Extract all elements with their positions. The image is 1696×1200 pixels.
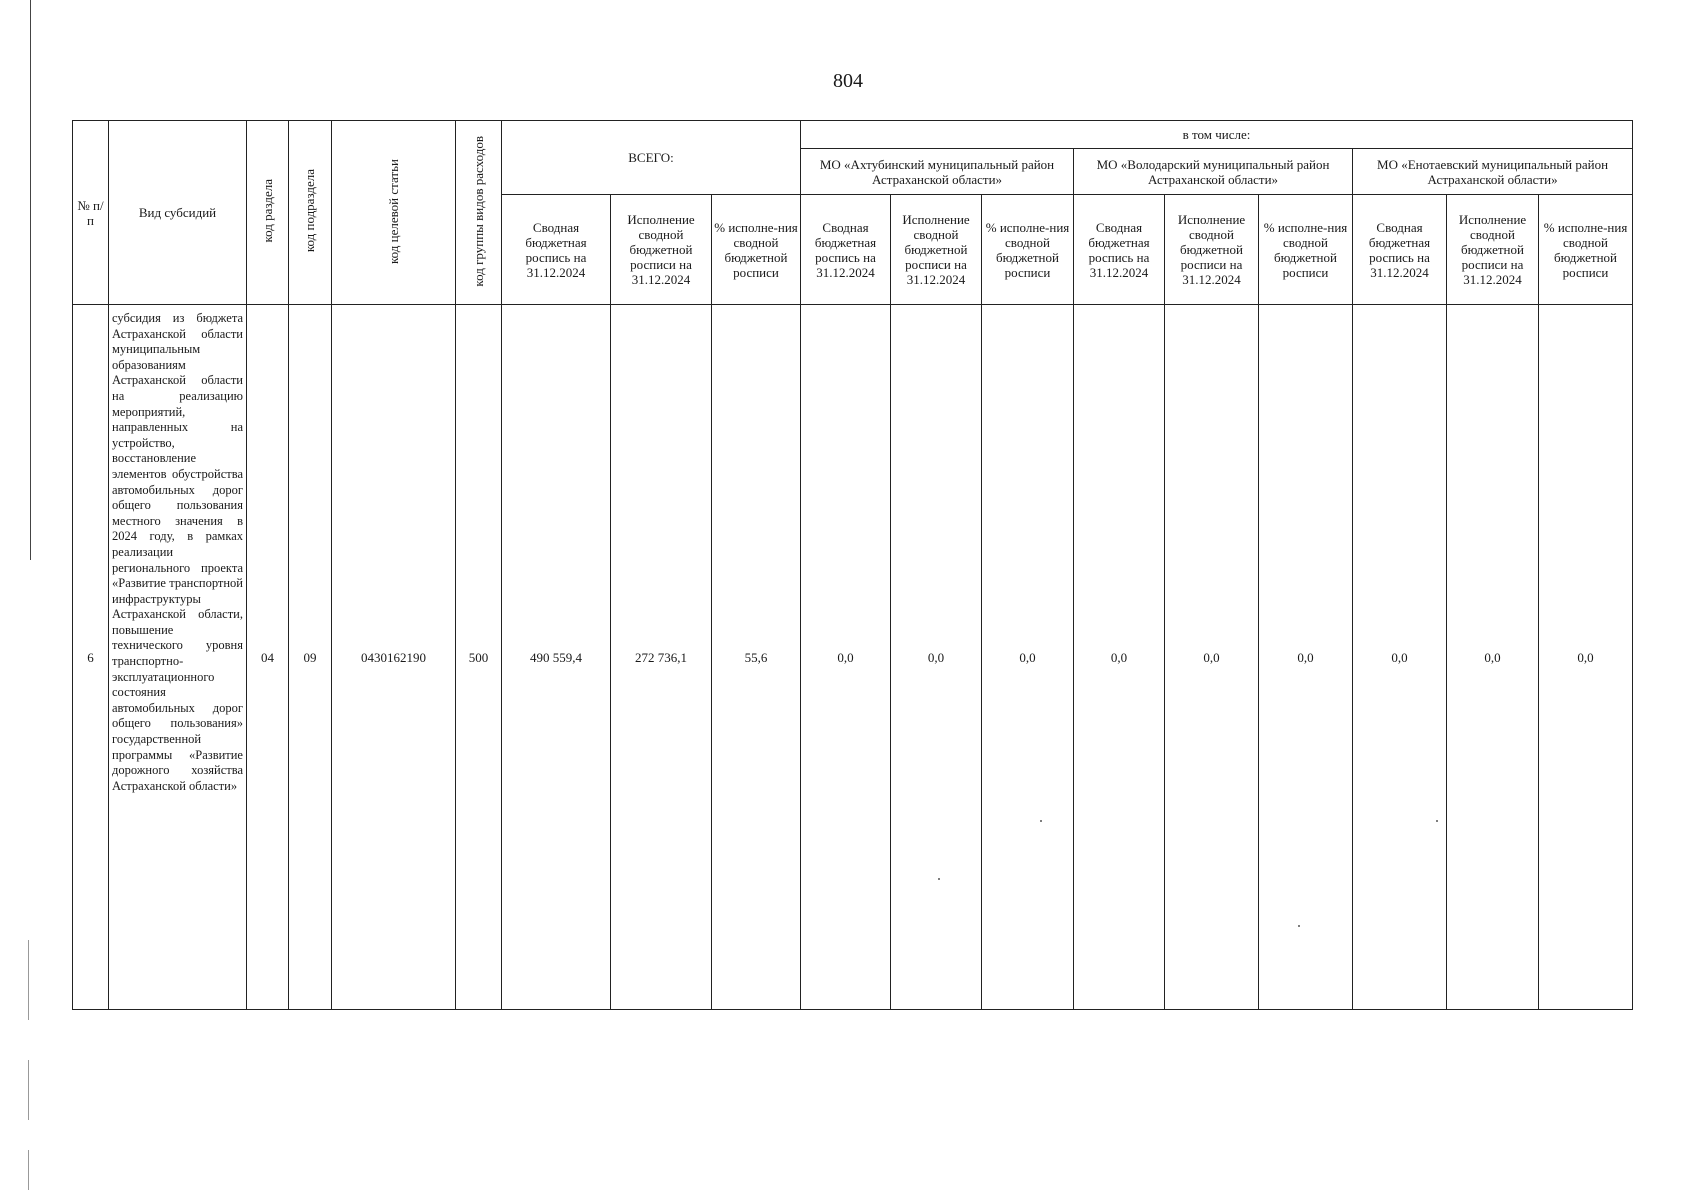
header-executed: Исполнение сводной бюджетной росписи на 31.12.2024 — [1447, 195, 1539, 305]
cell-enotaevsky-planned: 0,0 — [1353, 305, 1447, 1010]
cell-volodarsky-planned: 0,0 — [1074, 305, 1165, 1010]
table-row — [73, 305, 1633, 1010]
header-municipality: МО «Енотаевский муниципальный район Астраханской области» — [1353, 149, 1633, 195]
page-margin-mark — [28, 1060, 29, 1120]
header-percent: % исполне-ния сводной бюджетной росписи — [1259, 195, 1353, 305]
header-planned: Сводная бюджетная роспись на 31.12.2024 — [1353, 195, 1447, 305]
cell-num: 6 — [73, 305, 109, 1010]
cell-enotaevsky-executed: 0,0 — [1447, 305, 1539, 1010]
header-target-code: код целевой статьи — [332, 121, 456, 305]
cell-enotaevsky-percent: 0,0 — [1539, 305, 1633, 1010]
header-planned: Сводная бюджетная роспись на 31.12.2024 — [801, 195, 891, 305]
header-executed: Исполнение сводной бюджетной росписи на 31.12.2024 — [891, 195, 982, 305]
header-expense-group-code: код группы видов расходов — [456, 121, 502, 305]
cell-description: субсидия из бюджета Астраханской области муниципальным образованиям Астраханской области на реализацию мероприятий, направленных на устройство, восстановление элементов обустройства автомобильных дорог общего пользования местного значения в 2024 году, в рамках реализации регионального проекта «Развитие транспортной инфраструктуры Астраханской области, повышение технического уровня транспортно-эксплуатационного состояния автомобильных дорог общего пользования» государственной программы «Развитие дорожного хозяйства Астраханской области» — [109, 305, 247, 1010]
cell-akhtubinsky-executed: 0,0 — [891, 305, 982, 1010]
header-num: № п/п — [73, 121, 109, 305]
page-number: 804 — [833, 70, 863, 92]
header-executed: Исполнение сводной бюджетной росписи на 31.12.2024 — [611, 195, 712, 305]
header-percent: % исполне-ния сводной бюджетной росписи — [1539, 195, 1633, 305]
cell-total-executed: 272 736,1 — [611, 305, 712, 1010]
page-margin-mark — [28, 1150, 29, 1190]
budget-table — [72, 120, 1633, 1010]
cell-akhtubinsky-percent: 0,0 — [982, 305, 1074, 1010]
header-planned: Сводная бюджетная роспись на 31.12.2024 — [1074, 195, 1165, 305]
header-subsection-code: код подраздела — [289, 121, 332, 305]
scan-speck — [1298, 925, 1300, 927]
cell-section-code: 04 — [247, 305, 289, 1010]
cell-subsection-code: 09 — [289, 305, 332, 1010]
scan-speck — [1436, 820, 1438, 822]
cell-akhtubinsky-planned: 0,0 — [801, 305, 891, 1010]
page-margin-mark — [28, 940, 29, 1020]
header-type: Вид субсидий — [109, 121, 247, 305]
header-including: в том числе: — [801, 121, 1633, 149]
header-total: ВСЕГО: — [502, 121, 801, 195]
cell-target-code: 0430162190 — [332, 305, 456, 1010]
cell-expense-group-code: 500 — [456, 305, 502, 1010]
cell-total-planned: 490 559,4 — [502, 305, 611, 1010]
header-percent: % исполне-ния сводной бюджетной росписи — [982, 195, 1074, 305]
cell-total-percent: 55,6 — [712, 305, 801, 1010]
scan-speck — [938, 878, 940, 880]
scan-speck — [1040, 820, 1042, 822]
cell-volodarsky-percent: 0,0 — [1259, 305, 1353, 1010]
header-planned: Сводная бюджетная роспись на 31.12.2024 — [502, 195, 611, 305]
header-municipality: МО «Володарский муниципальный район Астраханской области» — [1074, 149, 1353, 195]
cell-volodarsky-executed: 0,0 — [1165, 305, 1259, 1010]
header-executed: Исполнение сводной бюджетной росписи на 31.12.2024 — [1165, 195, 1259, 305]
header-percent: % исполне-ния сводной бюджетной росписи — [712, 195, 801, 305]
header-section-code: код раздела — [247, 121, 289, 305]
header-municipality: МО «Ахтубинский муниципальный район Астраханской области» — [801, 149, 1074, 195]
